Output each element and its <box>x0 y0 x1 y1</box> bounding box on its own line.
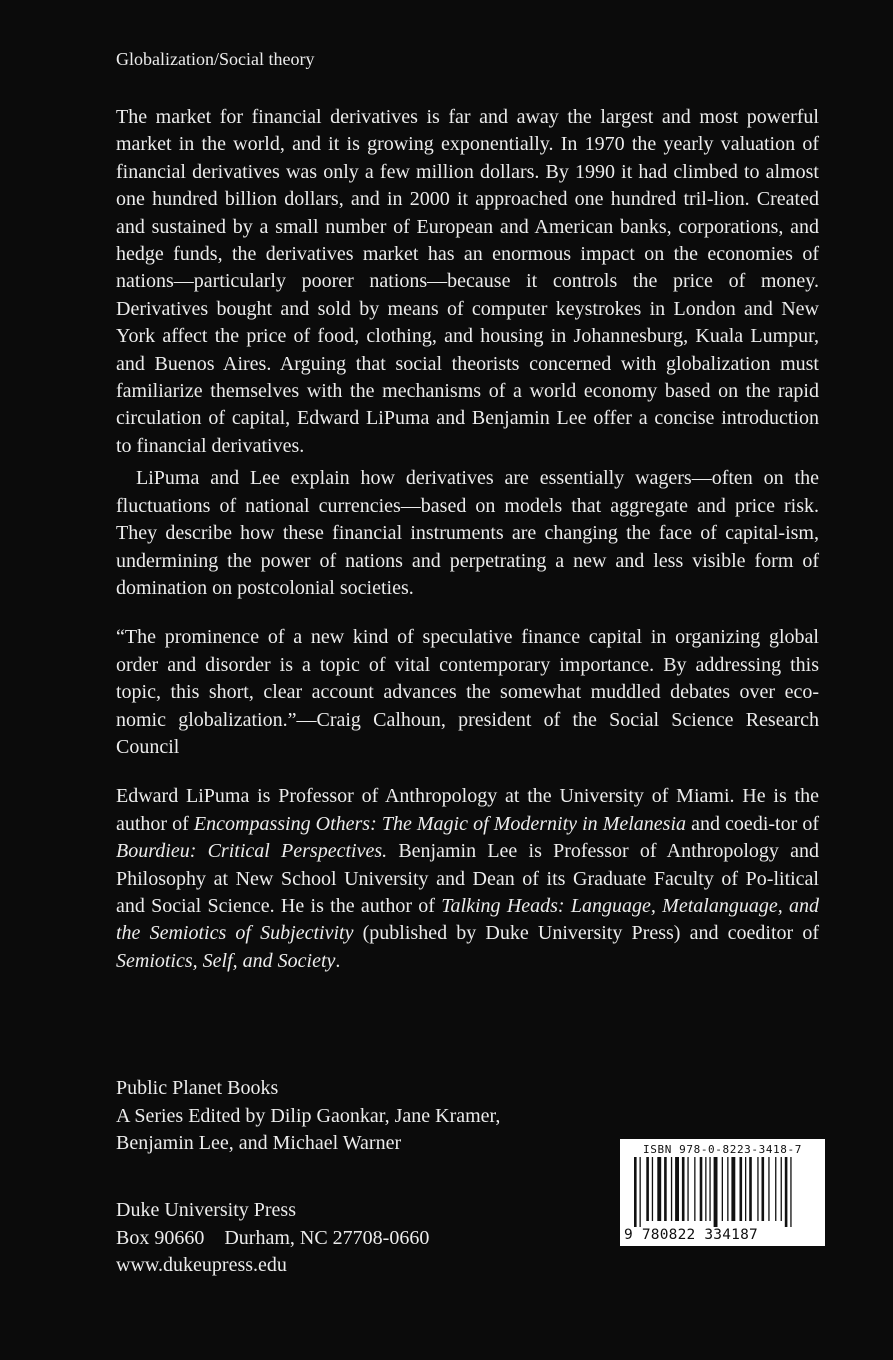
blurb-quote: “The prominence of a new kind of speculative finance capital in organizing global order and disorder is a topic of vital contemporary importance. By addressing this topic, this short, clear account advances the somewhat muddled debates over eco-nomic globalization.”—Craig Calhoun, president of the Social Science Research Council <box>116 626 819 758</box>
barcode-bar <box>700 1157 703 1221</box>
book-title-4: Semiotics, Self, and Society <box>116 949 336 972</box>
barcode-bar <box>634 1157 637 1227</box>
bio-text-5: . <box>335 949 341 972</box>
barcode-bar <box>740 1157 743 1221</box>
book-title-2: Bourdieu: Critical Perspectives. <box>116 840 388 863</box>
barcode-bar <box>657 1157 661 1221</box>
barcode-bar <box>687 1157 688 1221</box>
barcode <box>620 1139 825 1246</box>
barcode-bar <box>714 1157 718 1227</box>
barcode-bar <box>785 1157 788 1227</box>
barcode-bar <box>722 1157 723 1221</box>
barcode-bar <box>709 1157 710 1221</box>
publisher-website: www.dukeupress.edu <box>116 1254 287 1276</box>
barcode-bar <box>790 1157 791 1227</box>
barcode-bar <box>727 1157 728 1221</box>
publisher-name: Duke University Press <box>116 1199 296 1221</box>
barcode-bar <box>705 1157 706 1221</box>
author-bio <box>116 783 819 975</box>
barcode-bar <box>671 1157 672 1221</box>
category-label: Globalization/Social theory <box>116 49 315 69</box>
series-editors-2: Benjamin Lee, and Michael Warner <box>116 1132 402 1154</box>
bio-text-3: Benjamin Lee is Professor of Anthropology and Philosophy at New School University and Dean of its Graduate Faculty of Po-litical and Social Science. He is the author of <box>116 840 819 917</box>
series-info <box>116 1075 500 1158</box>
bio-text-1: Edward LiPuma is Professor of Anthropology at the University of Miami. He is the author of <box>116 785 819 835</box>
barcode-bars <box>634 1157 812 1227</box>
barcode-bar <box>652 1157 653 1221</box>
barcode-bar <box>731 1157 735 1221</box>
barcode-bar <box>749 1157 752 1221</box>
barcode-digits: 9 780822 334187 <box>624 1227 758 1243</box>
publisher-info <box>116 1197 429 1280</box>
barcode-bar <box>694 1157 695 1221</box>
barcode-bar <box>682 1157 685 1221</box>
series-name: Public Planet Books <box>116 1077 279 1099</box>
book-title-3: Talking Heads: Language, Metalanguage, and the Semiotics of Subjectivity <box>116 894 819 945</box>
series-editors-1: A Series Edited by Dilip Gaonkar, Jane Kramer, <box>116 1104 501 1127</box>
barcode-bar <box>757 1157 758 1221</box>
barcode-bar <box>640 1157 641 1227</box>
description-paragraph-2: LiPuma and Lee explain how derivatives are essentially wagers—often on the fluctuations of national currencies—based on models that aggregate and price risk. They describe how these financial instruments are changing the face of capital-ism, undermining the power of nations and perpetrating a new and less visible form of domination on postcolonial societies. <box>116 467 819 599</box>
barcode-bar <box>646 1157 649 1221</box>
isbn-label: ISBN 978-0-8223-3418-7 <box>643 1143 802 1156</box>
bio-text-2: and coedi-tor of <box>686 812 819 835</box>
body-text <box>116 104 819 975</box>
barcode-bar <box>745 1157 746 1221</box>
barcode-bar <box>675 1157 679 1221</box>
barcode-bar <box>775 1157 776 1221</box>
publisher-address: Box 90660 Durham, NC 27708-0660 <box>116 1226 430 1249</box>
barcode-bar <box>762 1157 765 1221</box>
barcode-bar <box>664 1157 667 1221</box>
bio-text-4: (published by Duke University Press) and coeditor of <box>353 922 820 945</box>
description-paragraph-1: The market for financial derivatives is far and away the largest and most powerful market in the world, and it is growing exponentially. In 1970 the yearly valuation of financial derivatives was only a few million dollars. By 1990 it had climbed to almost one hundred billion dollars, and in 2000 it approached one hundred tril-lion. Created and sustained by a small number of European and American banks, corporations, and hedge funds, the derivatives market has an enormous impact on the economies of nations—particularly poorer nations—because it controls the price of money. Derivatives bought and sold by means of computer keystrokes in London and New York affect the price of food, clothing, and housing in Johannesburg, Kuala Lumpur, and Buenos Aires. Arguing that social theorists concerned with globalization must familiarize themselves with the mechanisms of a world economy based on the rapid circulation of capital, Edward LiPuma and Benjamin Lee offer a concise introduction to financial derivatives. <box>116 106 819 457</box>
barcode-bar <box>768 1157 769 1221</box>
book-title-1: Encompassing Others: The Magic of Modernity in Melanesia <box>193 812 687 835</box>
barcode-bar <box>781 1157 782 1221</box>
